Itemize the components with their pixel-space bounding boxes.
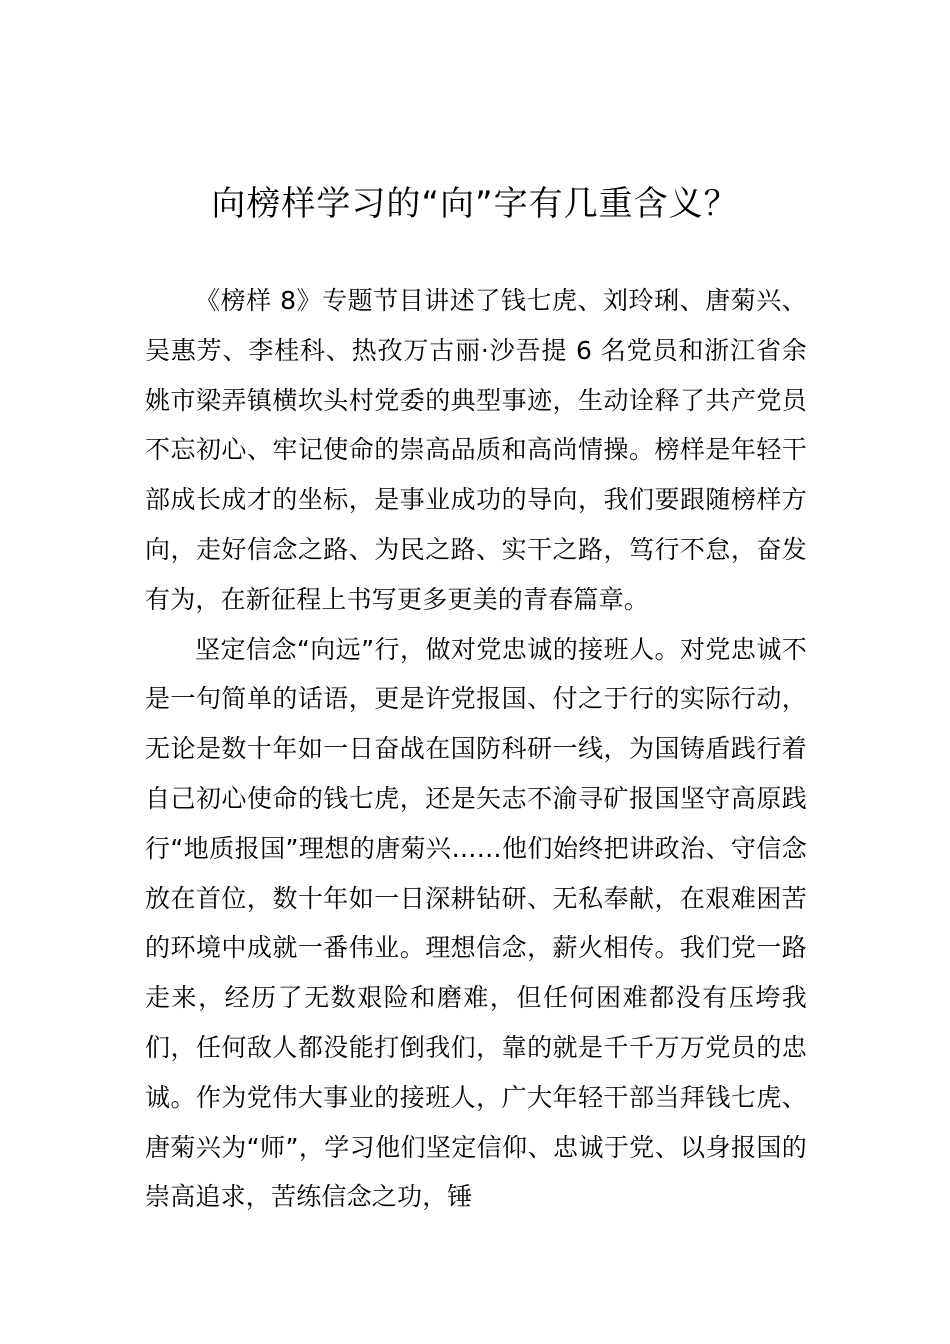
document-title: 向榜样学习的“向”字有几重含义？ <box>211 184 739 224</box>
paragraph-intro: 《榜样 8》专题节目讲述了钱七虎、刘玲琍、唐菊兴、吴惠芳、李桂科、热孜万古丽·沙吾提 6 名党员和浙江省余姚市梁弄镇横坎头村党委的典型事迹，生动诠释了共产党员不忘初心、牢记使命的崇高品质和高尚情操。榜样是年轻干部成长成才的坐标，是事业成功的导向，我们要跟随榜样方向，走好信念之路、为民之路、实干之路，笃行不怠，奋发有为，在新征程上书写更多更美的青春篇章。 <box>145 286 807 614</box>
paragraph-firm-belief: 坚定信念“向远”行，做对党忠诚的接班人。对党忠诚不是一句简单的话语，更是许党报国、付之于行的实际行动，无论是数十年如一日奋战在国防科研一线，为国铸盾践行着自己初心使命的钱七虎，还是矢志不渝寻矿报国坚守高原践行“地质报国”理想的唐菊兴……他们始终把讲政治、守信念放在首位，数十年如一日深耕钻研、无私奉献，在艰难困苦的环境中成就一番伟业。理想信念，薪火相传。我们党一路走来，经历了无数艰险和磨难，但任何困难都没有压垮我们，任何敌人都没能打倒我们，靠的就是千千万万党员的忠诚。作为党伟大事业的接班人，广大年轻干部当拜钱七虎、唐菊兴为“师”，学习他们坚定信仰、忠诚于党、以身报国的崇高追求，苦练信念之功，锤 <box>145 634 807 1212</box>
document-body <box>145 276 807 1222</box>
